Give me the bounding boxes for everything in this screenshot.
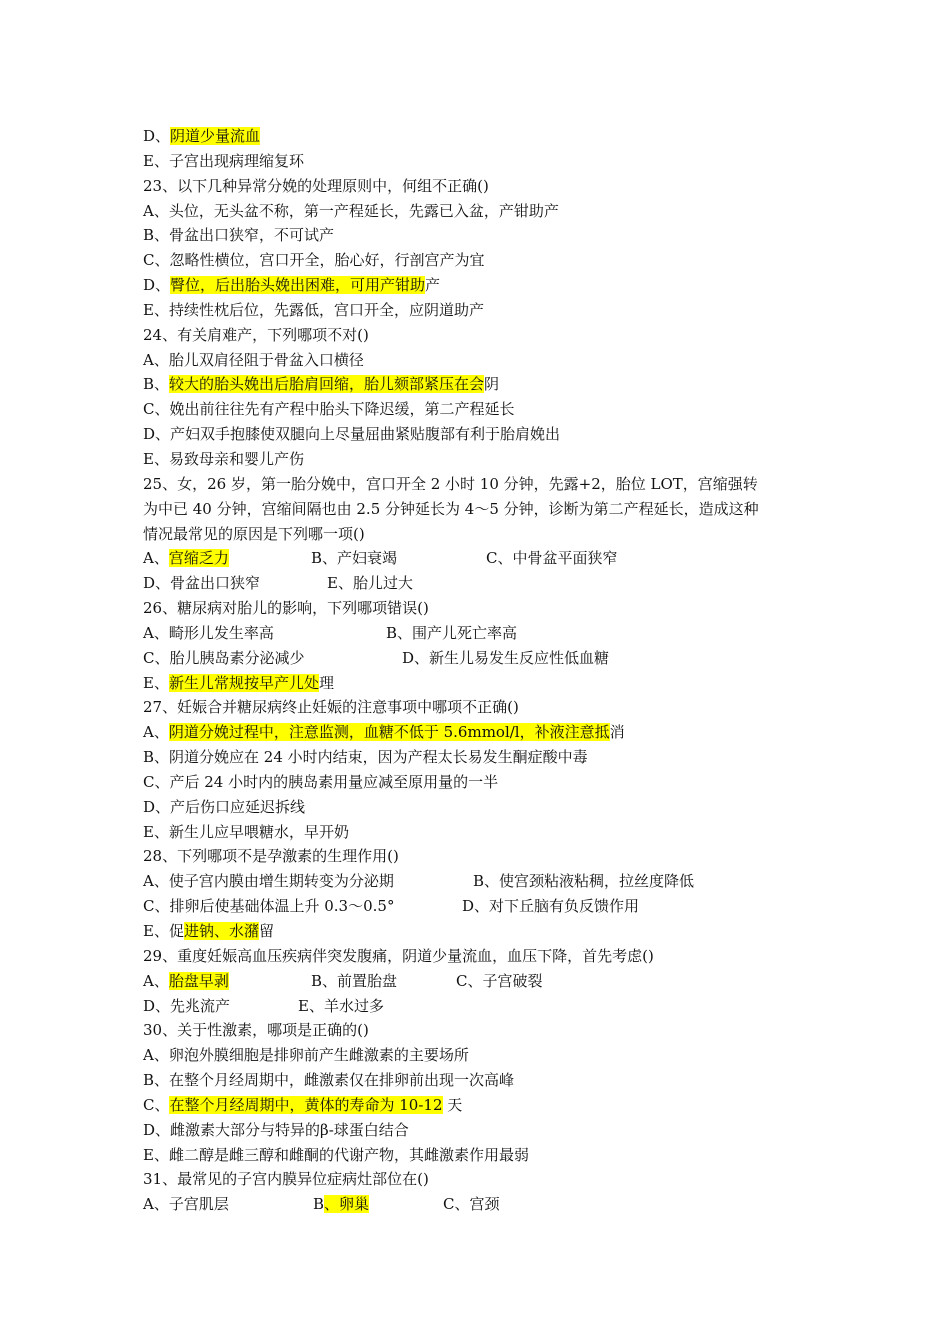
highlighted-answer: 新生儿常规按早产儿处 <box>168 673 319 692</box>
highlighted-answer: 胎盘早剥 <box>168 971 229 990</box>
option-rest: 阴 <box>484 375 500 394</box>
q28-option-c: C、排卵后使基础体温上升 0.3～0.5° <box>143 897 395 916</box>
q28-stem: 28、下列哪项不是孕激素的生理作用() <box>143 847 399 866</box>
q30-stem: 30、关于性激素，哪项是正确的() <box>143 1021 369 1040</box>
option-rest: 天 <box>442 1095 463 1114</box>
q25-option-e: E、胎儿过大 <box>327 574 413 593</box>
option-rest: 理 <box>318 673 334 692</box>
option-prefix: B、 <box>143 375 170 394</box>
q26-option-e <box>143 671 823 696</box>
q26-option-a: A、畸形儿发生率高 <box>143 623 274 642</box>
q27-option-a <box>143 720 823 745</box>
q23-option-e: E、持续性枕后位，先露低，宫口开全，应阴道助产 <box>143 300 484 319</box>
q22-option-e: E、子宫出现病理缩复环 <box>143 151 304 170</box>
q26-option-d: D、新生儿易发生反应性低血糖 <box>402 648 610 667</box>
highlighted-answer: 阴道少量流血 <box>170 127 261 145</box>
highlighted-answer: 臀位，后出胎头娩出困难，可用产钳助 <box>170 276 426 295</box>
q25-stem-line1: 25、女，26 岁，第一胎分娩中，宫口开全 2 小时 10 分钟，先露+2，胎位 LOT，宫缩强转 <box>143 474 758 493</box>
q31-option-b <box>313 1192 443 1217</box>
q29-options-row2 <box>143 994 823 1019</box>
q26-options-row1 <box>143 621 823 646</box>
question-list <box>143 124 823 1217</box>
q27-option-c: C、产后 24 小时内的胰岛素用量应减至原用量的一半 <box>143 772 499 791</box>
q23-option-d <box>143 273 823 298</box>
option-prefix: E、 <box>143 673 169 692</box>
q30-option-b: B、在整个月经周期中，雌激素仅在排卵前出现一次高峰 <box>143 1071 515 1090</box>
q29-stem: 29、重度妊娠高血压疾病伴突发腹痛，阴道少量流血，血压下降，首先考虑() <box>143 946 654 965</box>
q25-option-c: C、中骨盆平面狭窄 <box>486 549 618 568</box>
q29-option-a <box>143 969 311 994</box>
q25-option-a <box>143 546 311 571</box>
highlighted-answer: 阴道分娩过程中，注意监测，血糖不低于 5.6mmol/l，补液注意抵 <box>168 723 610 742</box>
q24-option-a: A、胎儿双肩径阻于骨盆入口横径 <box>143 350 364 369</box>
q24-option-c: C、娩出前往往先有产程中胎头下降迟缓，第二产程延长 <box>143 400 515 419</box>
q26-option-c: C、胎儿胰岛素分泌减少 <box>143 648 305 667</box>
option-rest: 消 <box>609 723 625 742</box>
q23-option-a: A、头位，无头盆不称，第一产程延长，先露已入盆，产钳助产 <box>143 201 559 220</box>
q30-option-e: E、雌二醇是雌三醇和雌酮的代谢产物，其雌激素作用最弱 <box>143 1145 529 1164</box>
q31-option-a: A、子宫肌层 <box>143 1195 229 1214</box>
option-prefix: A、 <box>143 549 169 568</box>
q25-options-row2 <box>143 571 823 596</box>
q24-option-b <box>143 372 823 397</box>
q26-option-b: B、围产儿死亡率高 <box>386 623 518 642</box>
q26-options-row2 <box>143 646 823 671</box>
option-prefix: C、 <box>143 1095 170 1114</box>
q31-stem: 31、最常见的子宫内膜异位症病灶部位在() <box>143 1170 429 1189</box>
option-prefix: A、 <box>143 971 169 990</box>
q23-option-b: B、骨盆出口狭窄，不可试产 <box>143 226 335 245</box>
option-prefix: A、 <box>143 723 169 742</box>
q28-option-b: B、使宫颈粘液粘稠，拉丝度降低 <box>473 872 695 891</box>
highlighted-answer: 较大的胎头娩出后胎肩回缩，胎儿颏部紧压在会 <box>169 375 485 394</box>
q24-option-e: E、易致母亲和婴儿产伤 <box>143 449 304 468</box>
q30-option-a: A、卵泡外膜细胞是排卵前产生雌激素的主要场所 <box>143 1046 469 1065</box>
highlighted-answer: 在整个月经周期中，黄体的寿命为 10-12 <box>169 1095 443 1114</box>
q25-option-d: D、骨盆出口狭窄 <box>143 574 261 593</box>
q29-option-d: D、先兆流产 <box>143 996 231 1015</box>
q28-option-a: A、使子宫内膜由增生期转变为分泌期 <box>143 872 394 891</box>
q27-option-d: D、产后伤口应延迟拆线 <box>143 797 306 816</box>
option-prefix: D、 <box>143 276 171 295</box>
q25-stem-line2: 为中已 40 分钟，宫缩间隔也由 2.5 分钟延长为 4～5 分钟，诊断为第二产程延长，造成这种 <box>143 499 759 518</box>
option-prefix: E、促 <box>143 922 184 940</box>
highlighted-answer: 进钠、水潴 <box>183 922 259 940</box>
option-prefix: B <box>313 1195 325 1214</box>
q28-options-row1 <box>143 869 823 894</box>
q23-option-c: C、忽略性横位，宫口开全，胎心好，行剖宫产为宜 <box>143 251 485 270</box>
option-rest: 留 <box>258 922 274 940</box>
q31-options-row1 <box>143 1192 823 1217</box>
q29-option-b: B、前置胎盘 <box>311 971 398 990</box>
highlighted-answer: 宫缩乏力 <box>168 549 229 568</box>
q30-option-c <box>143 1093 823 1118</box>
q27-option-b: B、阴道分娩应在 24 小时内结束，因为产程太长易发生酮症酸中毒 <box>143 748 588 767</box>
q29-options-row1 <box>143 969 823 994</box>
q29-option-c: C、子宫破裂 <box>456 971 543 990</box>
q28-option-d: D、对下丘脑有负反馈作用 <box>462 897 640 916</box>
q28-options-row2 <box>143 894 823 919</box>
q27-option-e: E、新生儿应早喂糖水，早开奶 <box>143 822 349 841</box>
q25-option-b: B、产妇衰竭 <box>311 549 398 568</box>
q25-stem-line3: 情况最常见的原因是下列哪一项() <box>143 524 365 543</box>
q31-option-c: C、宫颈 <box>443 1195 500 1214</box>
option-rest: 产 <box>425 276 441 295</box>
highlighted-answer: 、卵巢 <box>324 1195 370 1214</box>
q28-option-e <box>143 919 823 944</box>
q22-option-d <box>143 124 823 149</box>
q30-option-d: D、雌激素大部分与特异的β-球蛋白结合 <box>143 1120 409 1139</box>
q27-stem: 27、妊娠合并糖尿病终止妊娠的注意事项中哪项不正确() <box>143 698 519 717</box>
q26-stem: 26、糖尿病对胎儿的影响，下列哪项错误() <box>143 599 429 618</box>
q23-stem: 23、以下几种异常分娩的处理原则中，何组不正确() <box>143 176 489 195</box>
q29-option-e: E、羊水过多 <box>298 996 384 1015</box>
q24-option-d: D、产妇双手抱膝使双腿向上尽量屈曲紧贴腹部有利于胎肩娩出 <box>143 425 561 444</box>
q24-stem: 24、有关肩难产，下列哪项不对() <box>143 325 369 344</box>
option-prefix: D、 <box>143 127 171 145</box>
q25-options-row1 <box>143 546 823 571</box>
